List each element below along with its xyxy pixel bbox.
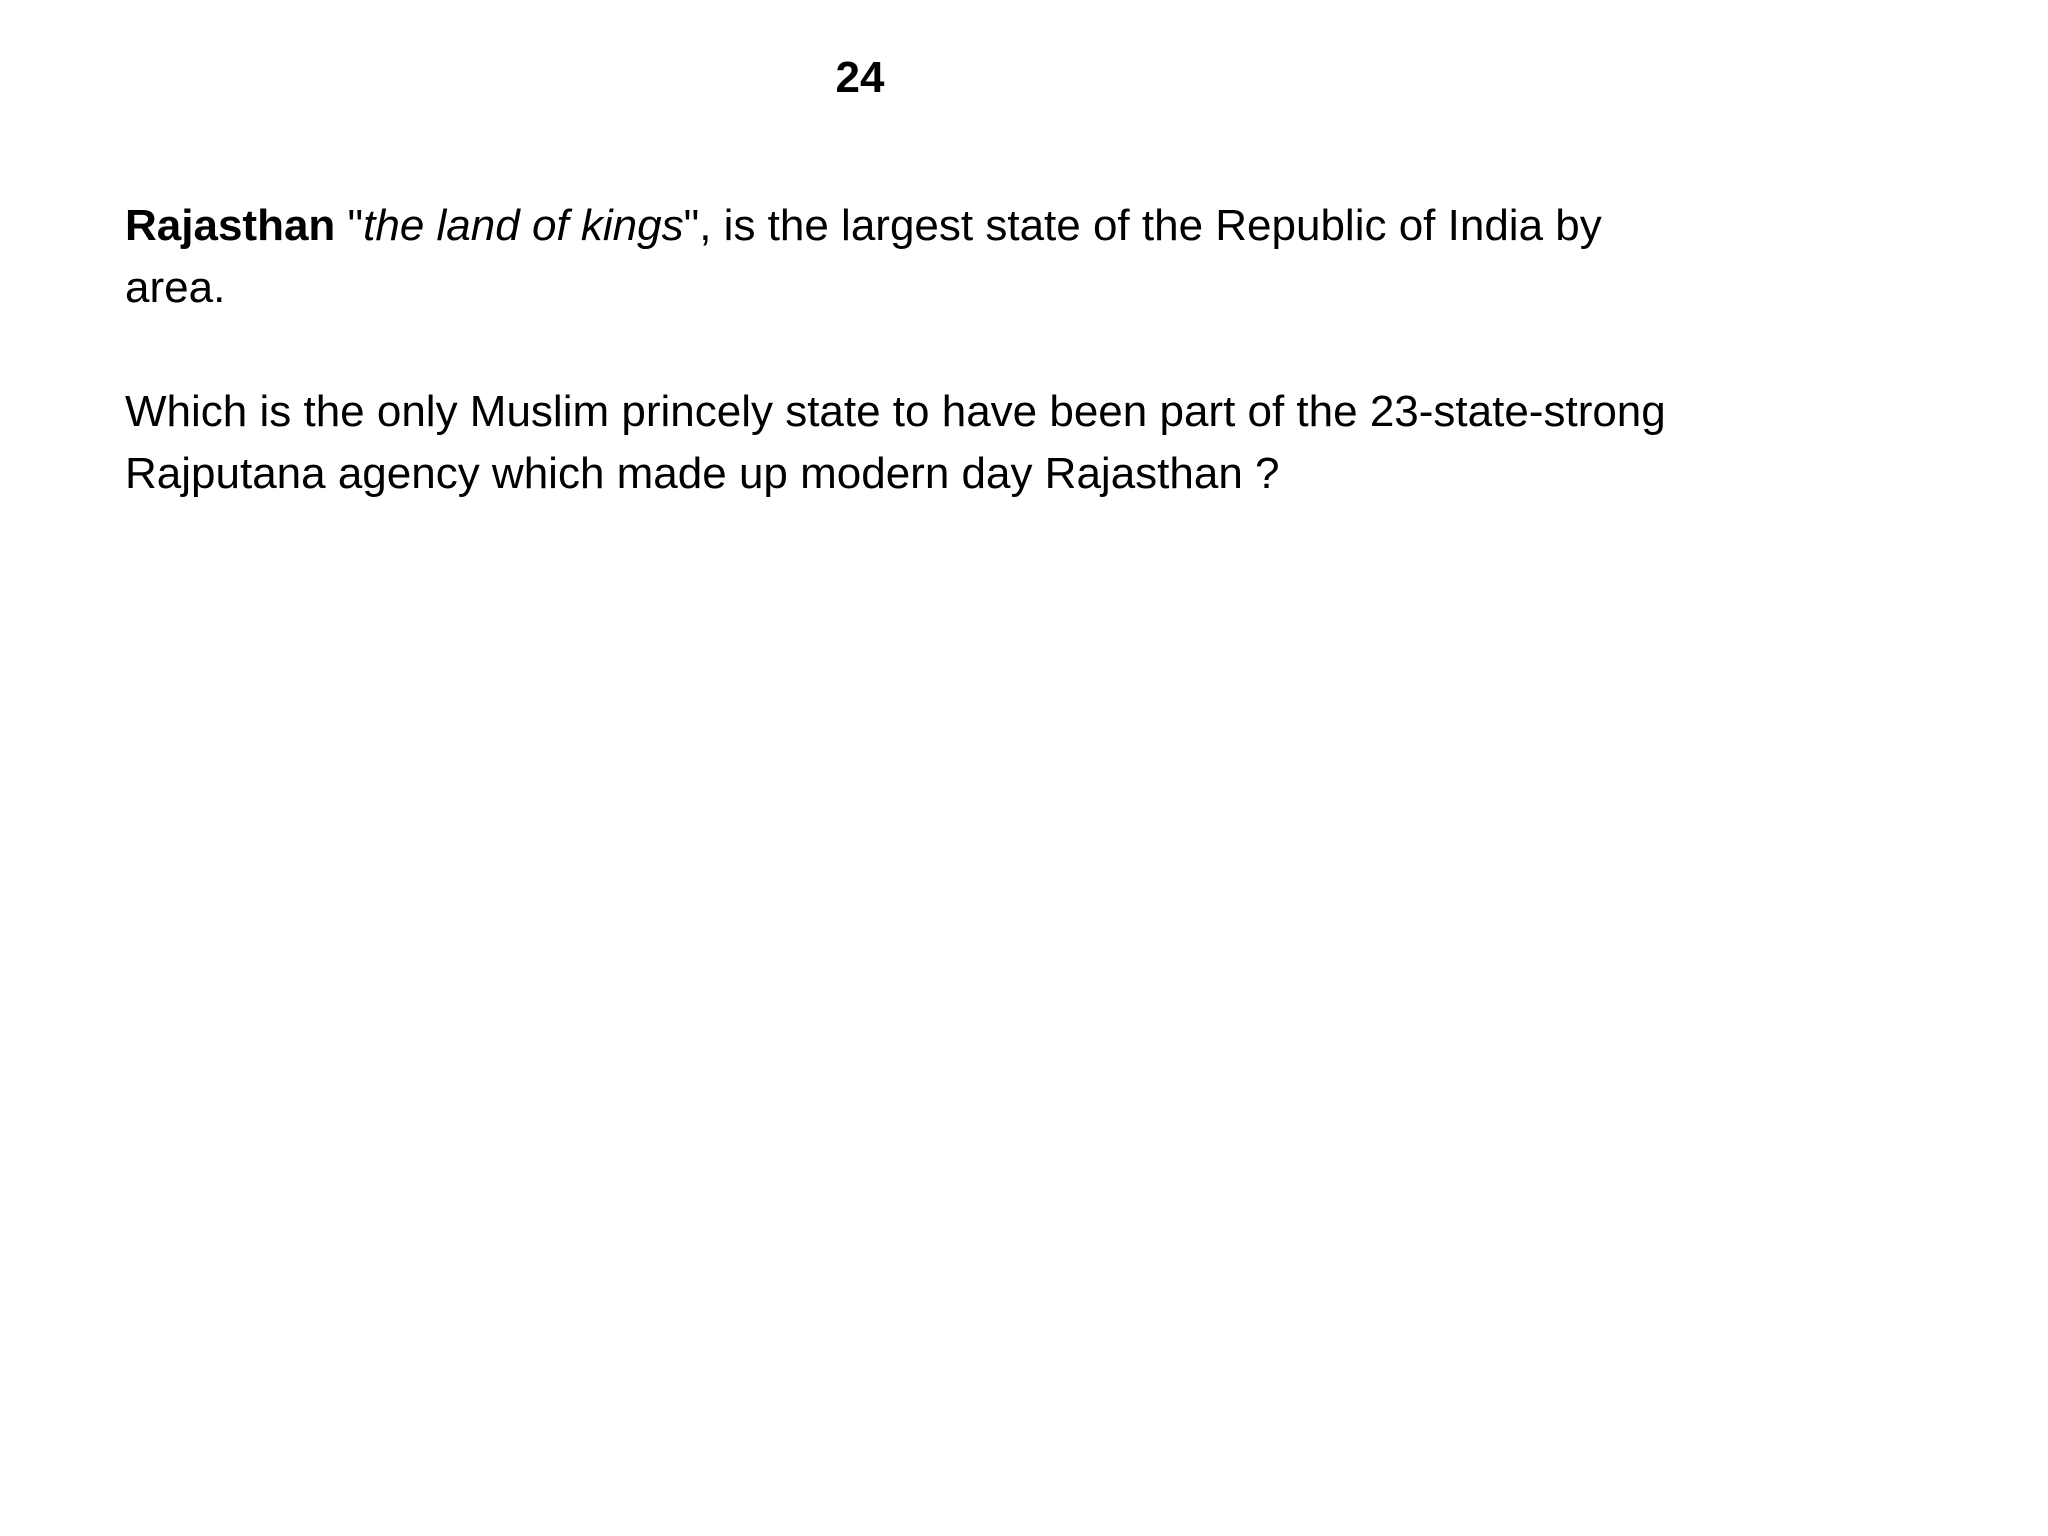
question-paragraph [125,381,1845,505]
intro-rest-line2: area. [125,263,226,312]
slide-body [125,195,1845,567]
nickname-italic: the land of kings [363,201,684,250]
intro-rest-line1: ", is the largest state of the Republic of India by [683,201,1602,250]
subject-bold: Rajasthan [125,201,336,250]
question-line2: Rajputana agency which made up modern day Rajasthan ? [125,449,1280,498]
intro-paragraph [125,195,1845,319]
question-line1: Which is the only Muslim princely state to have been part of the 23-state-strong [125,387,1666,436]
quote-open: " [335,201,364,250]
slide-number: 24 [835,53,885,102]
